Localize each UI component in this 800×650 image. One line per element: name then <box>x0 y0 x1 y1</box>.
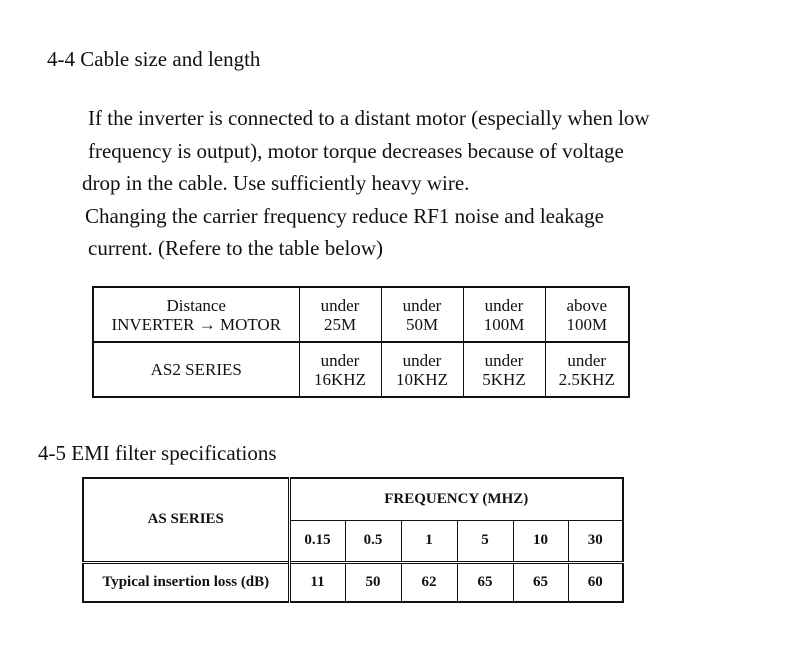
insertion-loss-value-cell: 11 <box>289 562 345 602</box>
frequency-cell-qualifier: under <box>567 350 607 370</box>
insertion-loss-label-cell: Typical insertion loss (dB) <box>83 562 289 602</box>
frequency-cell-value: 5KHZ <box>482 369 526 389</box>
frequency-cell-value: 10KHZ <box>396 369 448 389</box>
distance-cell <box>545 287 629 342</box>
distance-cell-value: 100M <box>566 314 608 334</box>
paragraph-line-2: frequency is output), motor torque decreases because of voltage <box>88 139 624 163</box>
frequency-value-cell: 10 <box>513 520 568 562</box>
frequency-row <box>93 342 629 397</box>
insertion-loss-row <box>83 562 623 602</box>
section-4-5-heading: 4-5 EMI filter specifications <box>38 441 277 465</box>
distance-cell-value: 25M <box>323 314 357 334</box>
distance-header-line-1: Distance <box>166 295 226 315</box>
frequency-value-cell: 0.15 <box>289 520 345 562</box>
frequency-cell-qualifier: under <box>320 350 360 370</box>
frequency-cell-qualifier: under <box>484 350 524 370</box>
frequency-value-cell: 0.5 <box>345 520 401 562</box>
distance-cell-value: 100M <box>483 314 525 334</box>
frequency-cell-qualifier: under <box>402 350 442 370</box>
distance-cell <box>381 287 463 342</box>
section-4-4-heading: 4-4 Cable size and length <box>47 47 261 71</box>
carrier-frequency-cell <box>381 342 463 397</box>
frequency-header-row <box>83 478 623 520</box>
frequency-value-cell: 30 <box>568 520 623 562</box>
distance-cell-value: 50M <box>405 314 439 334</box>
distance-header-cell <box>93 287 299 342</box>
insertion-loss-value-cell: 60 <box>568 562 623 602</box>
insertion-loss-value-cell: 65 <box>457 562 513 602</box>
distance-cell-qualifier: under <box>484 295 524 315</box>
frequency-value-cell: 1 <box>401 520 457 562</box>
series-label-cell: AS SERIES <box>83 478 289 562</box>
distance-cell <box>463 287 545 342</box>
paragraph-line-3: drop in the cable. Use sufficiently heavy wire. <box>82 171 470 195</box>
frequency-cell-value: 16KHZ <box>314 369 366 389</box>
series-label-cell: AS2 SERIES <box>93 342 299 397</box>
distance-header-line-2: INVERTER → MOTOR <box>111 314 282 334</box>
paragraph-line-1: If the inverter is connected to a distant motor (especially when low <box>88 106 650 130</box>
frequency-header-cell: FREQUENCY (MHZ) <box>289 478 623 520</box>
distance-row <box>93 287 629 342</box>
insertion-loss-value-cell: 65 <box>513 562 568 602</box>
insertion-loss-value-cell: 50 <box>345 562 401 602</box>
distance-cell-qualifier: above <box>566 295 608 315</box>
distance-cell <box>299 287 381 342</box>
frequency-cell-value: 2.5KHZ <box>558 369 615 389</box>
paragraph-line-4: Changing the carrier frequency reduce RF1 noise and leakage <box>85 204 604 228</box>
frequency-value-cell: 5 <box>457 520 513 562</box>
carrier-frequency-cell <box>545 342 629 397</box>
emi-filter-table <box>82 477 624 603</box>
paragraph-line-5: current. (Refere to the table below) <box>88 236 384 260</box>
carrier-frequency-cell <box>299 342 381 397</box>
insertion-loss-value-cell: 62 <box>401 562 457 602</box>
distance-cell-qualifier: under <box>320 295 360 315</box>
distance-cell-qualifier: under <box>402 295 442 315</box>
cable-length-table <box>92 286 630 398</box>
carrier-frequency-cell <box>463 342 545 397</box>
